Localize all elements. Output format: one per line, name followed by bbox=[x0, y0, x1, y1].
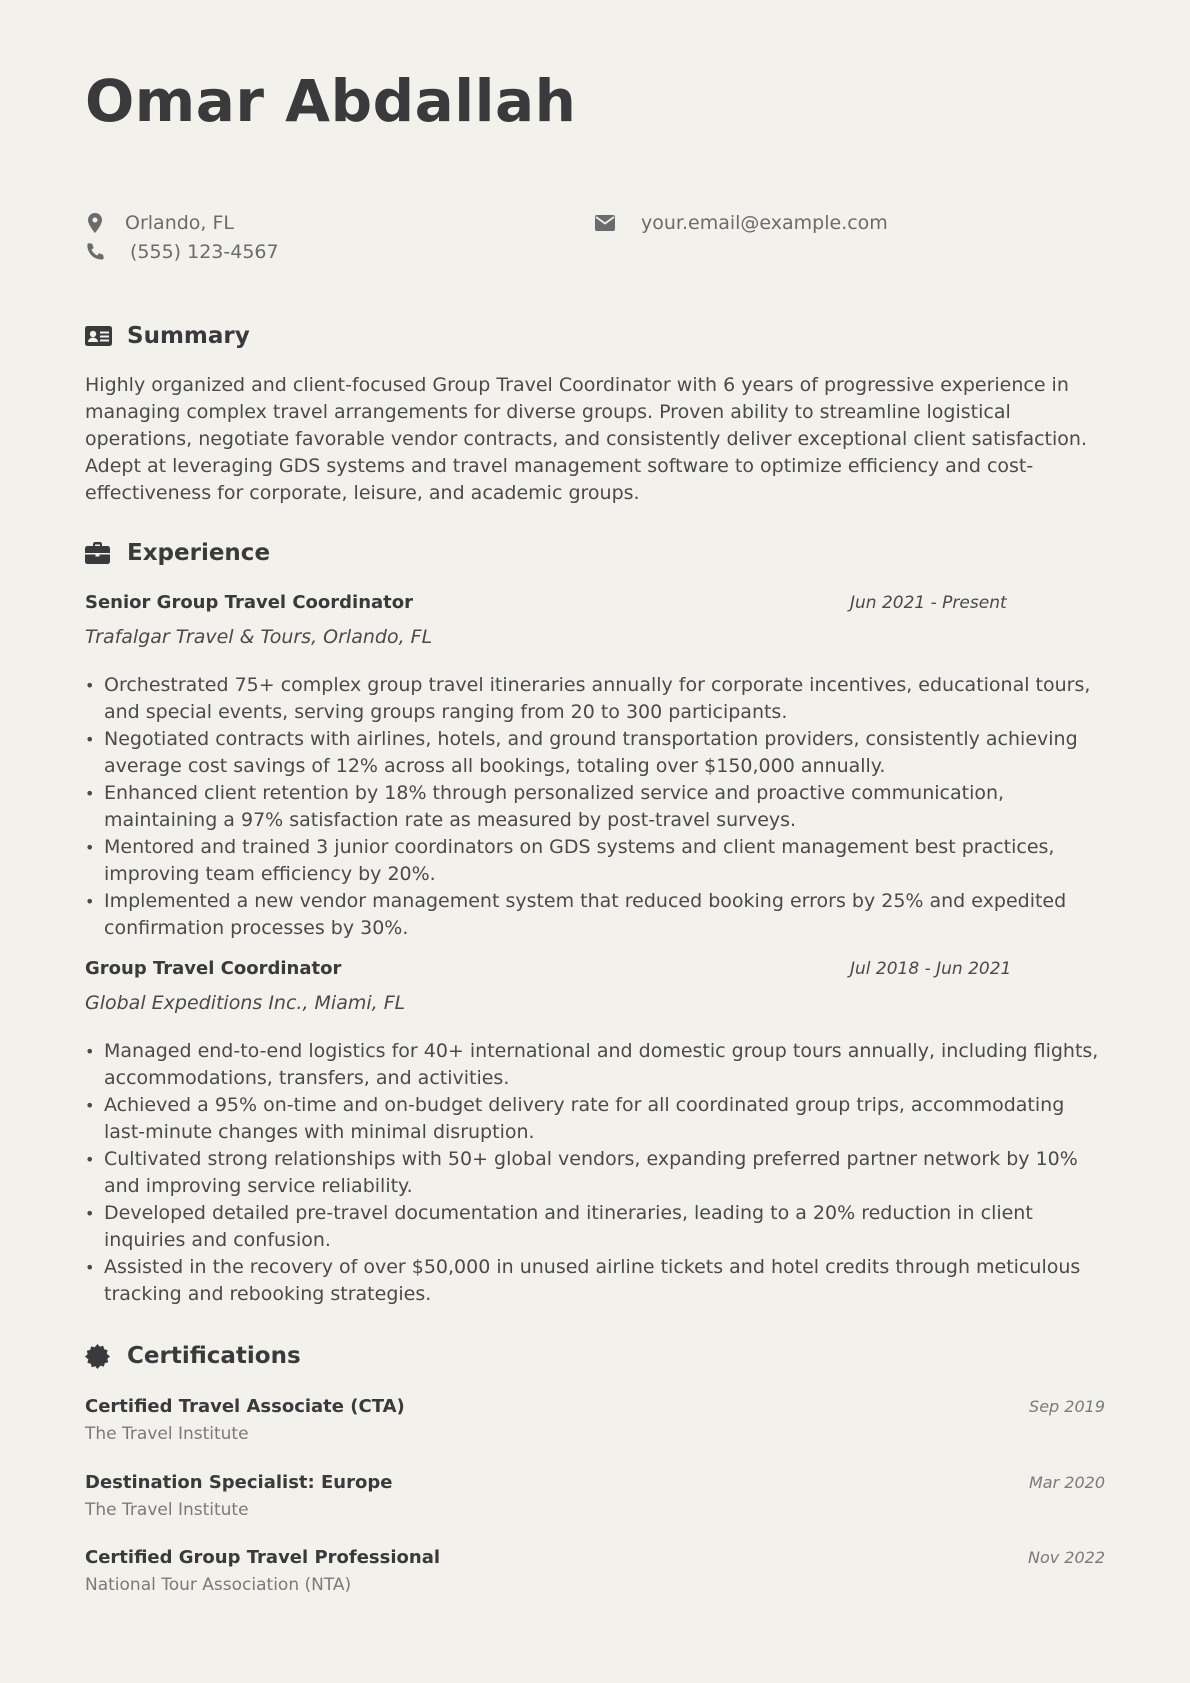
summary-heading bbox=[85, 323, 250, 349]
list-item: • Enhanced client retention by 18% through personalized service and proactive communication, maintaining a 97% satisfaction rate as measured by post-travel surveys. bbox=[85, 780, 1105, 834]
certification-date: Mar 2020 bbox=[1029, 1473, 1105, 1492]
map-pin-icon bbox=[85, 212, 105, 234]
summary-text: Highly organized and client-focused Group Travel Coordinator with 6 years of progressive experience in managing complex travel arrangements for diverse groups. Proven ability to streamline logistical operations, negotiate favorable vendor contracts, and consistently deliver exceptional client satisfaction. Adept at leveraging GDS systems and travel management software to optimize efficiency and cost-effectiveness for corporate, leisure, and academic groups. bbox=[85, 374, 1087, 504]
list-item: • Achieved a 95% on-time and on-budget delivery rate for all coordinated group trips, accommodating last-minute changes with minimal disruption. bbox=[85, 1092, 1105, 1146]
list-item: • Managed end-to-end logistics for 40+ international and domestic group tours annually, including flights, accommodations, transfers, and activities. bbox=[85, 1038, 1105, 1092]
certifications-heading bbox=[85, 1343, 301, 1369]
job-bullets bbox=[85, 1038, 1105, 1308]
job-dates: Jun 2021 - Present bbox=[850, 593, 1007, 613]
briefcase-icon bbox=[85, 540, 113, 566]
certification-date: Nov 2022 bbox=[1027, 1548, 1105, 1567]
job-dates: Jul 2018 - Jun 2021 bbox=[850, 959, 1012, 979]
contact-location bbox=[85, 212, 234, 234]
list-item: • Cultivated strong relationships with 50+ global vendors, expanding preferred partner network by 10% and improving service reliability. bbox=[85, 1146, 1105, 1200]
certification-title: Destination Specialist: Europe bbox=[85, 1472, 393, 1493]
id-card-icon bbox=[85, 323, 113, 349]
phone-text: (555) 123-4567 bbox=[130, 241, 279, 263]
experience-heading-label: Experience bbox=[127, 540, 271, 566]
location-text: Orlando, FL bbox=[125, 212, 235, 234]
list-item: • Developed detailed pre-travel documentation and itineraries, leading to a 20% reduction in client inquiries and confusion. bbox=[85, 1200, 1105, 1254]
job-bullets bbox=[85, 672, 1105, 942]
certification-issuer: The Travel Institute bbox=[85, 1424, 249, 1444]
certification-date: Sep 2019 bbox=[1029, 1397, 1105, 1416]
job-title: Group Travel Coordinator bbox=[85, 958, 342, 979]
summary-heading-label: Summary bbox=[127, 323, 250, 349]
certifications-heading-label: Certifications bbox=[127, 1343, 301, 1369]
experience-heading bbox=[85, 540, 270, 566]
job-company: Global Expeditions Inc., Miami, FL bbox=[85, 992, 406, 1014]
list-item: • Orchestrated 75+ complex group travel itineraries annually for corporate incentives, educational tours, and special events, serving groups ranging from 20 to 300 participants. bbox=[85, 672, 1105, 726]
certification-issuer: The Travel Institute bbox=[85, 1500, 249, 1520]
certificate-badge-icon bbox=[85, 1343, 113, 1369]
contact-email bbox=[595, 212, 888, 234]
job-company: Trafalgar Travel & Tours, Orlando, FL bbox=[85, 626, 433, 648]
phone-icon bbox=[85, 241, 105, 263]
certification-issuer: National Tour Association (NTA) bbox=[85, 1575, 352, 1595]
envelope-icon bbox=[595, 212, 615, 234]
certification-title: Certified Group Travel Professional bbox=[85, 1547, 441, 1568]
list-item: • Assisted in the recovery of over $50,000 in unused airline tickets and hotel credits through meticulous tracking and rebooking strategies. bbox=[85, 1254, 1105, 1308]
email-text[interactable]: your.email@example.com bbox=[641, 212, 888, 234]
list-item: • Implemented a new vendor management system that reduced booking errors by 25% and expedited confirmation processes by 30%. bbox=[85, 888, 1105, 942]
candidate-name: Omar Abdallah bbox=[85, 67, 577, 135]
job-title: Senior Group Travel Coordinator bbox=[85, 592, 414, 613]
certification-title: Certified Travel Associate (CTA) bbox=[85, 1396, 405, 1417]
list-item: • Mentored and trained 3 junior coordinators on GDS systems and client management best practices, improving team efficiency by 20%. bbox=[85, 834, 1105, 888]
contact-phone bbox=[85, 241, 279, 263]
list-item: • Negotiated contracts with airlines, hotels, and ground transportation providers, consistently achieving average cost savings of 12% across all bookings, totaling over $150,000 annually. bbox=[85, 726, 1105, 780]
